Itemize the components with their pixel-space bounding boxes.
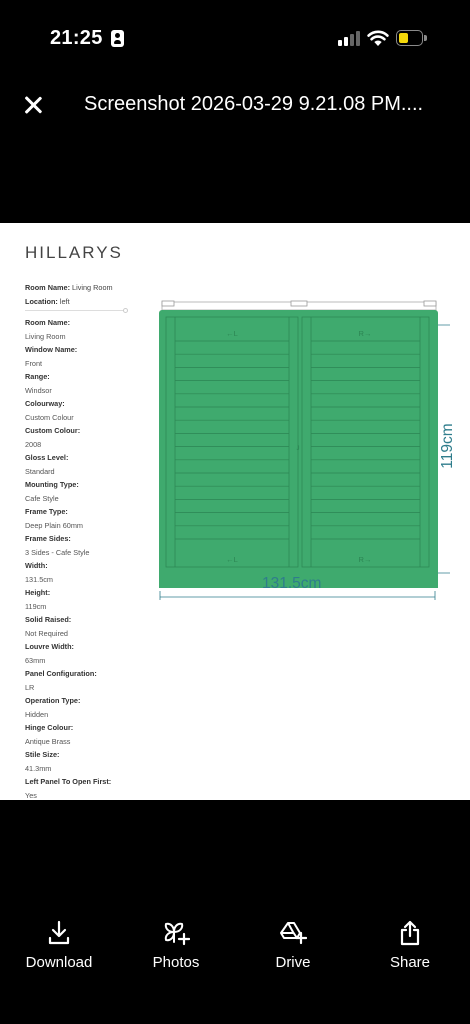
spec-value: 63mm — [25, 655, 46, 665]
spec-value: Windsor — [25, 385, 52, 395]
spec-value: Custom Colour — [25, 412, 74, 422]
spec-value: 41.3mm — [25, 763, 52, 773]
room-name-label: Room Name: — [25, 283, 71, 292]
spec-value: Yes — [25, 790, 37, 800]
spec-label: Height: — [25, 588, 51, 597]
download-label: Download — [25, 954, 93, 971]
hillarys-logo: HILLARYS — [25, 243, 123, 262]
share-icon — [398, 920, 422, 946]
rail-bracket-mid — [291, 301, 307, 306]
location-label: Location: — [25, 296, 58, 306]
spec-label: Louvre Width: — [25, 642, 74, 651]
photos-pinwheel-plus-icon — [162, 920, 190, 946]
spec-value: LR — [25, 682, 35, 692]
divider — [25, 310, 125, 311]
photos-label: Photos — [152, 954, 200, 971]
spec-value: Front — [25, 358, 43, 368]
spec-value: Deep Plain 60mm — [25, 520, 83, 530]
rail-bracket-left — [162, 301, 174, 306]
spec-value: 119cm — [25, 601, 47, 611]
location-value: left — [59, 296, 70, 306]
spec-label: Width: — [25, 561, 48, 570]
spec-label: Operation Type: — [25, 696, 81, 705]
document-preview — [0, 223, 470, 800]
spec-label: Frame Sides: — [25, 534, 71, 543]
spec-label: Frame Type: — [25, 507, 68, 516]
room-summary — [25, 281, 130, 308]
person-id-card-icon — [111, 30, 124, 47]
status-time: 21:25 — [50, 27, 103, 49]
spec-value: 131.5cm — [25, 574, 53, 584]
spec-label: Gloss Level: — [25, 453, 69, 462]
marker-top-right: R→ — [358, 329, 372, 338]
spec-label: Panel Configuration: — [25, 669, 97, 678]
spec-value: Cafe Style — [25, 493, 59, 503]
cellular-signal-icon — [338, 31, 360, 46]
spec-list — [25, 316, 145, 800]
spec-label: Left Panel To Open First: — [25, 777, 112, 786]
divider-handle-icon — [123, 308, 128, 313]
drive-plus-icon — [279, 920, 307, 946]
download-icon — [47, 920, 71, 946]
viewer-title-bar — [0, 80, 470, 132]
file-title: Screenshot 2026-03-29 9.21.08 PM.... — [84, 93, 424, 115]
status-bar — [0, 0, 470, 80]
spec-value: Hidden — [25, 709, 49, 719]
spec-label: Solid Raised: — [25, 615, 72, 624]
spec-label: Range: — [25, 372, 50, 381]
battery-low-icon — [396, 30, 427, 46]
spec-value: Living Room — [25, 331, 66, 341]
room-name-value: Living Room — [72, 283, 113, 292]
spec-label: Room Name: — [25, 318, 71, 327]
marker-bottom-right: R→ — [358, 555, 372, 564]
share-button[interactable] — [360, 920, 460, 971]
height-dimension-label: 119cm — [439, 423, 456, 469]
marker-bottom-left: ←L — [226, 555, 238, 564]
close-icon[interactable] — [22, 94, 44, 116]
spec-label: Window Name: — [25, 345, 78, 354]
spec-value: Standard — [25, 466, 55, 476]
wifi-icon — [367, 29, 389, 47]
spec-label: Custom Colour: — [25, 426, 81, 435]
spec-value: Antique Brass — [25, 736, 71, 746]
marker-top-left: ←L — [226, 329, 238, 338]
spec-label: Hinge Colour: — [25, 723, 74, 732]
spec-label: Colourway: — [25, 399, 65, 408]
marker-center: J — [296, 446, 300, 452]
photos-button[interactable] — [126, 920, 226, 971]
bottom-action-bar — [0, 900, 470, 990]
spec-label: Mounting Type: — [25, 480, 79, 489]
drive-label: Drive — [275, 954, 311, 971]
spec-value: Not Required — [25, 628, 68, 638]
spec-value: 2008 — [25, 439, 42, 449]
spec-value: 3 Sides - Cafe Style — [25, 547, 90, 557]
share-label: Share — [389, 954, 431, 971]
spec-label: Stile Size: — [25, 750, 60, 759]
download-button[interactable] — [9, 920, 109, 971]
drive-button[interactable] — [243, 920, 343, 971]
shutter-drawing — [150, 293, 450, 603]
width-dimension-label: 131.5cm — [262, 575, 322, 592]
rail-bracket-right — [424, 301, 436, 306]
